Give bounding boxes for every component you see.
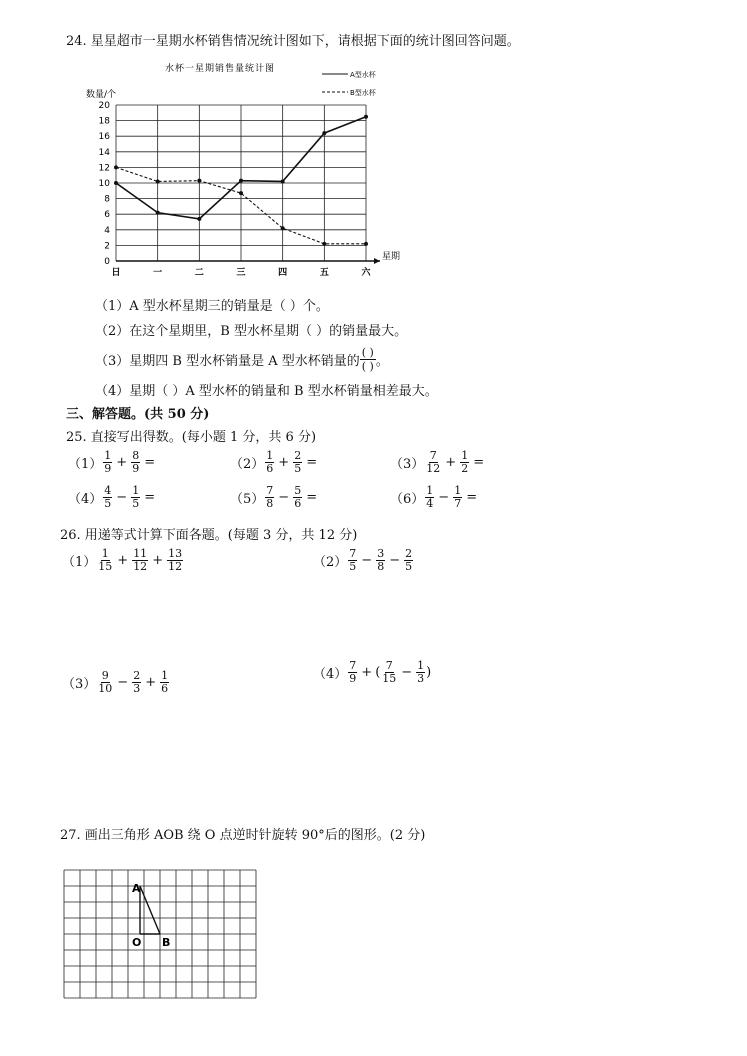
fraction <box>425 485 434 510</box>
operator: − <box>116 490 128 505</box>
legend-label-b: B型水杯 <box>350 89 376 97</box>
chart-title: 水杯一星期销售量统计图 <box>165 64 276 74</box>
denominator: 9 <box>349 672 357 685</box>
y-tick-label: 6 <box>104 210 110 221</box>
denominator: 5 <box>294 462 302 475</box>
numerator: 7 <box>349 659 357 672</box>
equals-sign: = <box>144 490 156 505</box>
fraction <box>348 660 357 685</box>
denominator: 5 <box>349 560 357 573</box>
fraction <box>425 450 441 475</box>
q24-sub3-end: 。 <box>375 354 389 369</box>
denominator: 8 <box>377 560 385 573</box>
y-axis-label: 数量/个 <box>86 90 117 100</box>
fraction <box>453 485 462 510</box>
equals-sign: = <box>466 490 478 505</box>
point-o-label: O <box>132 936 142 949</box>
denominator: 12 <box>133 560 148 573</box>
fraction <box>103 485 112 510</box>
data-point-b <box>281 226 285 230</box>
numerator: 2 <box>294 449 302 462</box>
fraction <box>293 485 302 510</box>
denominator: 6 <box>161 682 169 695</box>
legend-label-a: A型水杯 <box>350 71 376 79</box>
x-tick-label: 一 <box>153 268 163 278</box>
y-tick-label: 10 <box>98 179 110 189</box>
data-point-b <box>156 179 160 183</box>
right-paren: ) <box>426 665 432 680</box>
item-label: （6） <box>390 492 425 507</box>
item-label: （1） <box>68 457 103 472</box>
numerator: 1 <box>132 484 140 497</box>
problem-label: （1） <box>62 555 97 570</box>
numerator: 7 <box>266 484 274 497</box>
y-tick-label: 20 <box>98 101 110 111</box>
y-tick-label: 8 <box>104 194 110 205</box>
data-point-a <box>281 179 285 183</box>
point-b-label: B <box>162 936 171 949</box>
operator: + <box>145 675 157 690</box>
numerator: 8 <box>132 449 140 462</box>
denominator: 3 <box>133 682 141 695</box>
data-point-b <box>197 179 201 183</box>
denominator: 4 <box>426 497 434 510</box>
x-axis-arrow <box>374 258 380 264</box>
y-tick-label: 12 <box>98 163 110 174</box>
denominator: 9 <box>132 462 140 475</box>
operator: − <box>278 490 290 505</box>
equals-sign: = <box>473 455 485 470</box>
x-tick-label: 六 <box>361 268 371 278</box>
equals-sign: = <box>144 455 156 470</box>
denominator: 6 <box>266 462 274 475</box>
item-label: （2） <box>230 457 265 472</box>
fraction <box>376 548 385 573</box>
operator: − <box>389 553 401 568</box>
answer-blank-fraction[interactable] <box>360 346 376 373</box>
denominator: 15 <box>98 560 113 573</box>
operator: − <box>401 665 413 680</box>
denominator: 6 <box>294 497 302 510</box>
section-3-title: 三、解答题。(共 50 分) <box>66 407 210 422</box>
x-axis-label: 星期 <box>382 252 401 262</box>
operator: + <box>117 553 129 568</box>
operator: − <box>438 490 450 505</box>
x-tick-label: 二 <box>194 268 204 278</box>
denominator: 12 <box>426 462 441 475</box>
numerator: 11 <box>133 547 148 560</box>
denominator: 5 <box>132 497 140 510</box>
fraction <box>460 450 469 475</box>
data-point-b <box>114 165 118 169</box>
data-point-b <box>322 242 326 246</box>
equals-sign: = <box>306 455 318 470</box>
denominator: 9 <box>104 462 112 475</box>
segment-ab <box>140 886 160 934</box>
fraction <box>160 670 169 695</box>
problem-label: （2） <box>313 555 348 570</box>
denominator: 8 <box>266 497 274 510</box>
numerator: 1 <box>101 547 109 560</box>
denominator: 5 <box>104 497 112 510</box>
fraction <box>132 670 141 695</box>
fraction <box>381 660 397 685</box>
q26-problem-2 <box>313 548 414 573</box>
problem-label: （3） <box>62 677 97 692</box>
numerator: 7 <box>429 449 437 462</box>
q25-item <box>68 450 158 475</box>
numerator: 2 <box>133 669 141 682</box>
fraction <box>265 485 274 510</box>
y-tick-label: 18 <box>98 116 110 127</box>
denominator: 15 <box>382 672 397 685</box>
denominator: 7 <box>454 497 462 510</box>
x-tick-label: 五 <box>319 268 329 278</box>
fraction <box>404 548 413 573</box>
q26-problem-4 <box>313 660 431 685</box>
point-a-label: A <box>132 882 141 895</box>
operator: − <box>361 553 373 568</box>
q25-title: 25. 直接写出得数。(每小题 1 分，共 6 分) <box>66 430 317 445</box>
equals-sign: = <box>306 490 318 505</box>
numerator: 1 <box>454 484 462 497</box>
q25-item <box>68 485 158 510</box>
numerator: 2 <box>405 547 413 560</box>
q25-item <box>230 450 320 475</box>
operator: + <box>361 665 373 680</box>
fraction <box>131 485 140 510</box>
x-tick-label: 三 <box>236 268 246 278</box>
q26-problem-3 <box>62 670 170 695</box>
fraction <box>265 450 274 475</box>
data-point-a <box>197 217 201 221</box>
x-tick-label: 日 <box>111 268 121 278</box>
y-tick-label: 4 <box>104 225 110 236</box>
denominator: 5 <box>405 560 413 573</box>
operator: + <box>116 455 128 470</box>
item-label: （3） <box>390 457 425 472</box>
numerator: 7 <box>385 659 393 672</box>
blank-denominator: ( ) <box>361 360 374 373</box>
left-paren: ( <box>375 665 381 680</box>
numerator: 1 <box>461 449 469 462</box>
denominator: 3 <box>417 672 425 685</box>
data-point-b <box>364 242 368 246</box>
numerator: 4 <box>104 484 112 497</box>
q24-title: 24. 星星超市一星期水杯销售情况统计图如下，请根据下面的统计图回答问题。 <box>66 34 520 49</box>
problem-label: （4） <box>313 667 348 682</box>
fraction <box>103 450 112 475</box>
fraction <box>131 450 140 475</box>
numerator: 13 <box>168 547 183 560</box>
numerator: 1 <box>266 449 274 462</box>
fraction <box>293 450 302 475</box>
y-tick-label: 0 <box>104 257 110 267</box>
data-point-a <box>239 179 243 183</box>
numerator: 1 <box>104 449 112 462</box>
operator: + <box>152 553 164 568</box>
q27-title: 27. 画出三角形 AOB 绕 O 点逆时针旋转 90°后的图形。(2 分) <box>60 828 426 843</box>
numerator: 7 <box>349 547 357 560</box>
y-tick-label: 16 <box>98 132 110 143</box>
x-tick-label: 四 <box>278 268 288 278</box>
blank-numerator: ( ) <box>361 346 374 359</box>
operator: + <box>445 455 457 470</box>
numerator: 9 <box>101 669 109 682</box>
q24-sub3 <box>95 346 389 373</box>
sales-line-chart <box>70 55 401 295</box>
q25-item <box>390 485 480 510</box>
fraction <box>97 548 113 573</box>
rotation-grid[interactable] <box>60 858 260 998</box>
fraction <box>97 670 113 695</box>
y-tick-label: 2 <box>104 241 110 252</box>
numerator: 3 <box>377 547 385 560</box>
fraction <box>416 660 425 685</box>
data-point-b <box>239 191 243 195</box>
q24-sub1: （1）A 型水杯星期三的销量是（ ）个。 <box>95 299 329 314</box>
numerator: 1 <box>161 669 169 682</box>
y-tick-label: 14 <box>98 147 110 158</box>
q24-sub2: （2）在这个星期里，B 型水杯星期（ ）的销量最大。 <box>95 324 408 339</box>
fraction <box>348 548 357 573</box>
q24-sub3-text: （3）星期四 B 型水杯销量是 A 型水杯销量的 <box>95 354 360 369</box>
data-point-a <box>364 115 368 119</box>
data-point-a <box>114 181 118 185</box>
numerator: 1 <box>426 484 434 497</box>
denominator: 2 <box>461 462 469 475</box>
item-label: （4） <box>68 492 103 507</box>
fraction <box>167 548 183 573</box>
denominator: 12 <box>168 560 183 573</box>
q26-title: 26. 用递等式计算下面各题。(每题 3 分，共 12 分) <box>60 528 358 543</box>
data-point-a <box>322 131 326 135</box>
operator: + <box>278 455 290 470</box>
q25-item <box>230 485 320 510</box>
q25-item <box>390 450 487 475</box>
q24-sub4: （4）星期（ ）A 型水杯的销量和 B 型水杯销量相差最大。 <box>95 384 438 399</box>
data-point-a <box>156 211 160 215</box>
numerator: 5 <box>294 484 302 497</box>
numerator: 1 <box>417 659 425 672</box>
operator: − <box>117 675 129 690</box>
fraction <box>132 548 148 573</box>
denominator: 10 <box>98 682 113 695</box>
q26-problem-1 <box>62 548 184 573</box>
item-label: （5） <box>230 492 265 507</box>
